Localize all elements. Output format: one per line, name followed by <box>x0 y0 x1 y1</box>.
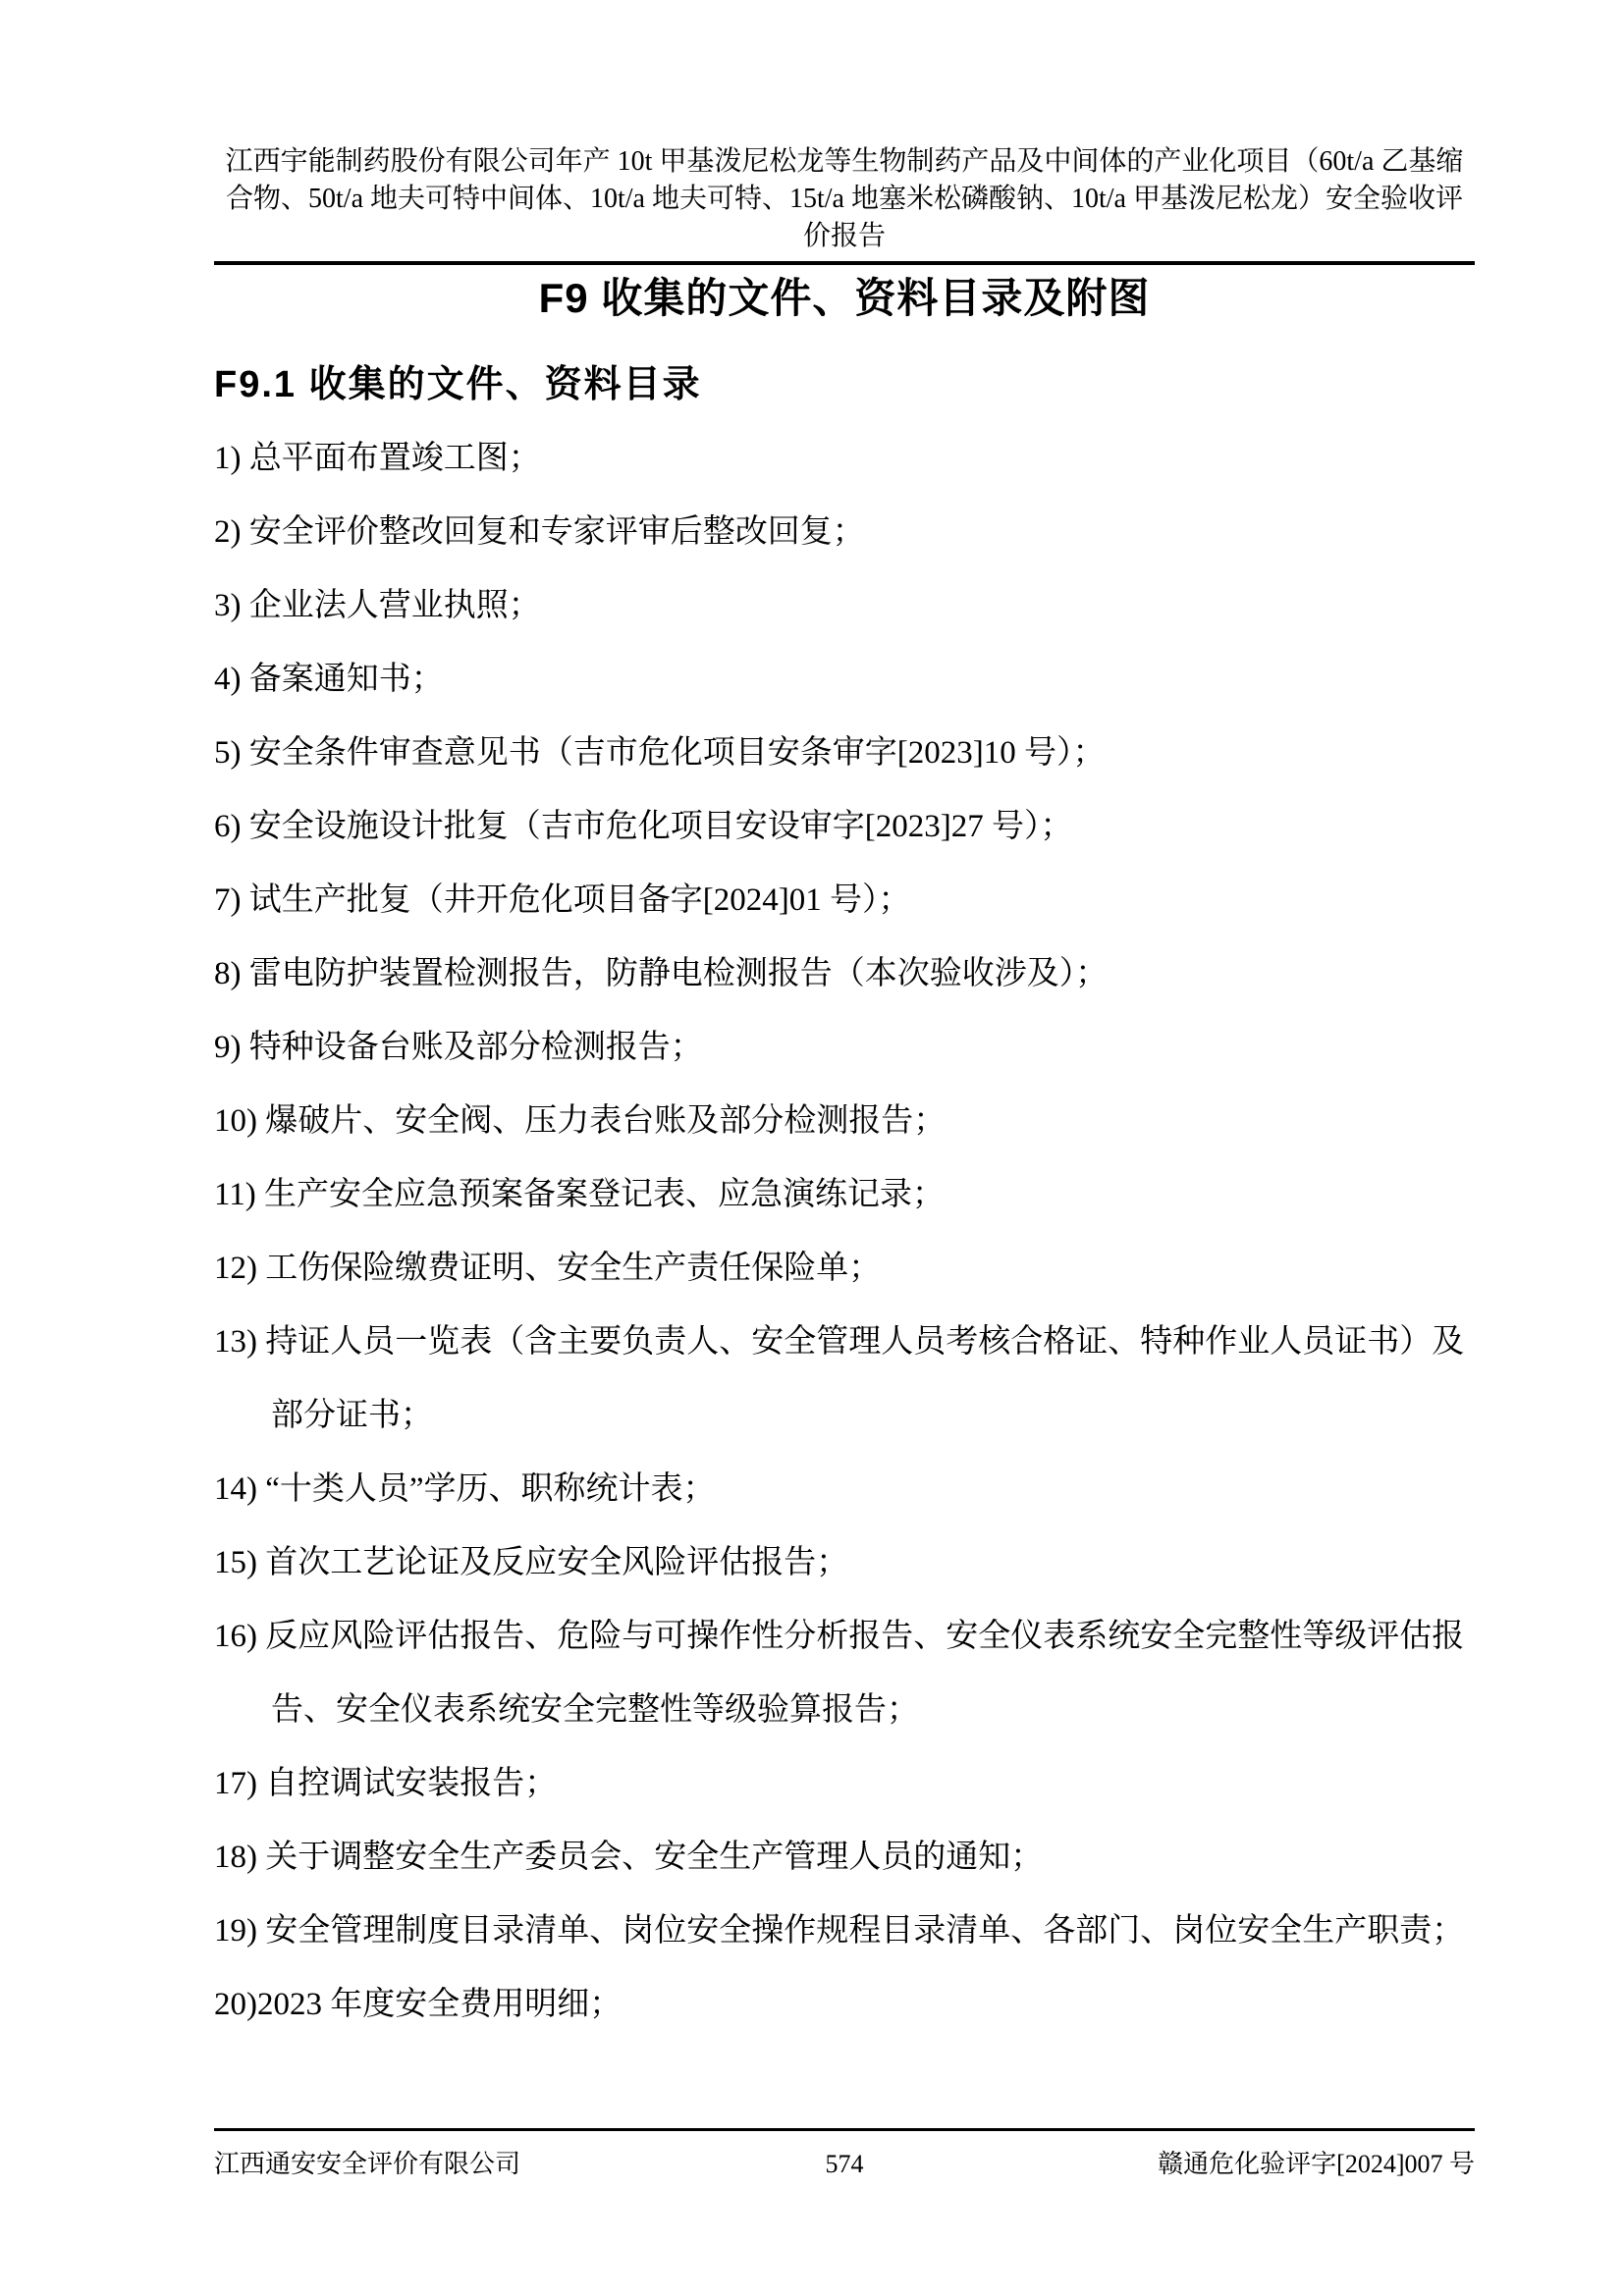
item-number: 16) <box>214 1619 266 1654</box>
item-number: 10) <box>214 1103 266 1139</box>
item-number: 17) <box>214 1766 266 1801</box>
running-header: 江西宇能制药股份有限公司年产 10t 甲基泼尼松龙等生物制药产品及中间体的产业化项目（60t/a 乙基缩合物、50t/a 地夫可特中间体、10t/a 地夫可特、15t/a 地塞米松磷酸钠、10t/a 甲基泼尼松龙）安全验收评价报告 <box>225 146 1464 251</box>
list-item-10 <box>214 1085 1475 1158</box>
item-text: 安全评价整改回复和专家评审后整改回复； <box>248 514 865 550</box>
footer-divider <box>214 2128 1475 2131</box>
list-item-20 <box>214 1968 1475 2042</box>
item-number: 3) <box>214 588 249 623</box>
footer-row <box>214 2139 1475 2180</box>
item-text: 爆破片、安全阀、压力表台账及部分检测报告； <box>265 1103 947 1139</box>
list-item-9 <box>214 1011 1475 1085</box>
item-text: 试生产批复（井开危化项目备字[2024]01 号）； <box>248 882 911 918</box>
item-text: 自控调试安装报告； <box>265 1766 558 1801</box>
footer-report-number: 赣通危化验评字[2024]007 号 <box>1158 2150 1475 2178</box>
item-text: 企业法人营业执照； <box>248 588 541 623</box>
section-heading: F9.1 收集的文件、资料目录 <box>214 364 702 405</box>
item-text: 反应风险评估报告、危险与可操作性分析报告、安全仪表系统安全完整性等级评估报告、安全仪表系统安全完整性等级验算报告； <box>265 1619 1465 1728</box>
list-item-13 <box>214 1306 1475 1453</box>
list-item-18 <box>214 1821 1475 1895</box>
item-number: 15) <box>214 1545 266 1580</box>
list-item-14 <box>214 1453 1475 1526</box>
list-item-8 <box>214 937 1475 1011</box>
item-number: 6) <box>214 809 249 844</box>
footer-page-number: 574 <box>825 2150 864 2178</box>
list-item-15 <box>214 1526 1475 1600</box>
item-number: 20) <box>214 1987 257 2022</box>
item-number: 4) <box>214 662 249 697</box>
item-number: 9) <box>214 1030 249 1065</box>
list-item-6 <box>214 790 1475 864</box>
header-divider <box>214 261 1475 265</box>
item-number: 2) <box>214 514 249 550</box>
item-text: 备案通知书； <box>248 662 444 697</box>
item-text: 2023 年度安全费用明细； <box>257 1987 623 2022</box>
list-item-16 <box>214 1600 1475 1747</box>
item-text: 安全设施设计批复（吉市危化项目安设审字[2023]27 号）； <box>248 809 1073 844</box>
item-number: 8) <box>214 956 249 991</box>
item-text: 首次工艺论证及反应安全风险评估报告； <box>265 1545 849 1580</box>
item-number: 19) <box>214 1913 266 1949</box>
item-text: 生产安全应急预案备案登记表、应急演练记录； <box>264 1177 946 1212</box>
list-item-11 <box>214 1158 1475 1232</box>
item-number: 7) <box>214 882 249 918</box>
item-number: 11) <box>214 1177 265 1212</box>
item-number: 1) <box>214 441 249 476</box>
item-text: 安全条件审查意见书（吉市危化项目安条审字[2023]10 号）； <box>248 735 1106 771</box>
item-text: 工伤保险缴费证明、安全生产责任保险单； <box>265 1251 882 1286</box>
list-item-1 <box>214 422 1475 496</box>
list-item-4 <box>214 643 1475 717</box>
list-item-2 <box>214 496 1475 569</box>
list-item-5 <box>214 717 1475 790</box>
list-item-3 <box>214 569 1475 643</box>
list-item-12 <box>214 1232 1475 1306</box>
page-footer <box>214 2120 1475 2180</box>
list-item-19 <box>214 1895 1475 1968</box>
item-number: 12) <box>214 1251 266 1286</box>
item-text: 雷电防护装置检测报告，防静电检测报告（本次验收涉及）； <box>248 956 1109 991</box>
item-number: 13) <box>214 1324 266 1360</box>
item-text: 总平面布置竣工图； <box>248 441 541 476</box>
item-number: 5) <box>214 735 249 771</box>
item-text: 持证人员一览表（含主要负责人、安全管理人员考核合格证、特种作业人员证书）及部分证书； <box>265 1324 1465 1433</box>
item-number: 18) <box>214 1840 266 1875</box>
item-text: 关于调整安全生产委员会、安全生产管理人员的通知； <box>265 1840 1044 1875</box>
list-item-7 <box>214 864 1475 937</box>
item-text: 特种设备台账及部分检测报告； <box>248 1030 703 1065</box>
item-number: 14) <box>214 1471 266 1507</box>
list-item-17 <box>214 1747 1475 1821</box>
item-text: 安全管理制度目录清单、岗位安全操作规程目录清单、各部门、岗位安全生产职责； <box>265 1913 1465 1949</box>
footer-company-name: 江西通安安全评价有限公司 <box>214 2150 521 2178</box>
item-text: “十类人员”学历、职称统计表； <box>265 1471 716 1507</box>
page-title: F9 收集的文件、资料目录及附图 <box>538 275 1151 321</box>
document-list <box>214 422 1475 2042</box>
